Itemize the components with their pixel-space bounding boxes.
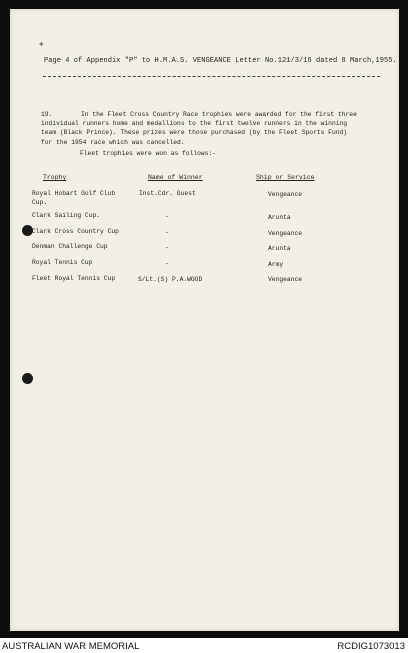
archive-name: AUSTRALIAN WAR MEMORIAL	[2, 641, 140, 652]
trophy-cell: Royal Tennis Cup	[32, 259, 93, 266]
paragraph-line: for the 1954 race which was cancelled.	[41, 138, 185, 146]
ship-cell: Army	[268, 261, 284, 268]
ship-cell: Arunta	[268, 214, 291, 221]
trophy-cell: Clark Cross Country Cup	[32, 228, 119, 235]
ship-cell: Vengeance	[268, 230, 303, 237]
trophy-cell: Clark Sailing Cup.	[32, 212, 101, 219]
page-header: Page 4 of Appendix "P" to H.M.A.S. VENGEANCE Letter No.121/3/16 dated 8 March,1955.	[44, 57, 397, 65]
archive-footer	[0, 638, 408, 653]
winner-cell: -	[165, 260, 169, 267]
paragraph-line: team (Black Prince). These prizes were those purchased (by the Fleet Sports Fund)	[41, 129, 348, 137]
paragraph-line: In the Fleet Cross Country Race trophies were awarded for the first three	[81, 111, 357, 118]
trophy-cell: Fleet Royal Tennis Cup	[32, 275, 116, 282]
winner-cell: -	[165, 229, 169, 236]
header-rule	[43, 76, 380, 77]
ink-mark: ✦	[38, 39, 45, 51]
column-header-ship: Ship or Service	[256, 174, 315, 181]
ship-cell: Vengeance	[268, 191, 303, 198]
trophies-intro: Fleet trophies were won as follows:-	[80, 150, 217, 157]
trophy-cell: Royal Hobart Golf Club Cup.	[32, 190, 116, 206]
winner-cell: S/Lt.(S) P.A.WOOD	[138, 276, 203, 283]
ship-cell: Arunta	[268, 245, 291, 252]
ship-cell: Vengeance	[268, 276, 303, 283]
paragraph-number: 19.	[41, 111, 53, 118]
winner-cell: -	[165, 213, 169, 220]
winner-cell: -	[165, 244, 169, 251]
paragraph-line: individual runners home and medallions to the first twelve runners in the winning	[41, 120, 348, 128]
trophy-cell: Denman Challenge Cup	[32, 243, 108, 250]
document-page	[10, 9, 399, 631]
winner-cell: Inst.Cdr. Guest	[139, 190, 196, 197]
column-header-winner: Name of Winner	[148, 174, 203, 181]
record-id: RCDIG1073013	[337, 641, 405, 652]
column-header-trophy: Trophy	[43, 174, 67, 181]
punch-hole-bottom	[22, 373, 33, 384]
paragraph-19	[41, 110, 381, 147]
